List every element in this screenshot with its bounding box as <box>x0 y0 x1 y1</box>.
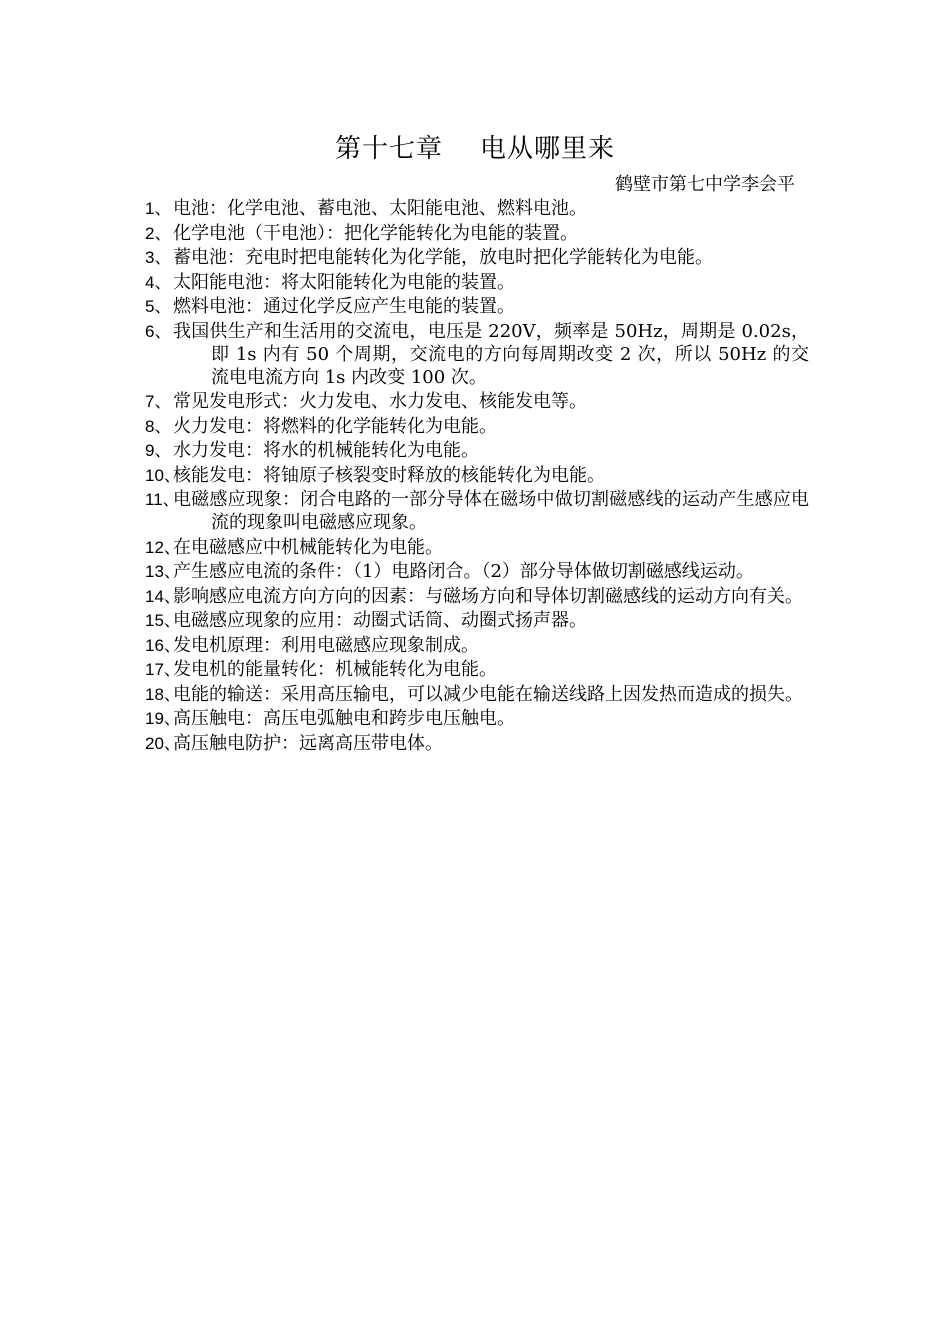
item-number: 20、 <box>145 733 181 753</box>
item-number: 7、 <box>145 392 172 411</box>
item-number: 11、 <box>145 490 180 509</box>
item-number: 3、 <box>145 248 172 267</box>
item-text: 我国供生产和生活用的交流电，电压是 220V，频率是 50Hz，周期是 0.02s，即 1s 内有 50 个周期，交流电的方向每周期改变 2 次，所以 50Hz 的交流电电流方向 1s 内改变 100 次。 <box>173 320 809 388</box>
item-text: 发电机原理：利用电磁感应现象制成。 <box>173 634 479 656</box>
list-item <box>145 732 809 755</box>
item-text: 产生感应电流的条件：（1）电路闭合。（2）部分导体做切割磁感线运动。 <box>173 561 754 582</box>
item-number: 2、 <box>145 223 172 243</box>
list-item <box>145 197 809 220</box>
item-number: 9、 <box>145 441 172 460</box>
item-number: 16、 <box>145 635 181 655</box>
page-title: 第十七章 电从哪里来 <box>334 134 616 164</box>
list-item <box>145 658 809 681</box>
list-item <box>145 271 809 294</box>
list-item <box>145 683 809 706</box>
item-number: 10、 <box>145 465 181 485</box>
list-item <box>145 634 809 657</box>
list-item <box>145 415 809 438</box>
item-text: 化学电池（干电池）：把化学能转化为电能的装置。 <box>173 222 578 244</box>
item-number: 4、 <box>145 272 172 292</box>
item-text: 电能的输送：采用高压输电，可以减少电能在输送线路上因发热而造成的损失。 <box>173 683 803 705</box>
author-line: 鹤壁市第七中学李会平 <box>615 174 795 195</box>
item-text: 太阳能电池：将太阳能转化为电能的装置。 <box>173 271 515 293</box>
item-number: 5、 <box>145 297 172 316</box>
list-item <box>145 439 809 462</box>
item-number: 19、 <box>145 709 181 728</box>
list-item <box>145 488 809 534</box>
list-item <box>145 560 809 583</box>
item-number: 13、 <box>145 562 181 581</box>
list-item <box>145 390 809 413</box>
item-text: 蓄电池：充电时把电能转化为化学能，放电时把化学能转化为电能。 <box>173 247 713 268</box>
numbered-list <box>145 197 809 756</box>
item-text: 水力发电：将水的机械能转化为电能。 <box>173 440 479 461</box>
item-number: 8、 <box>145 416 172 436</box>
item-text: 在电磁感应中机械能转化为电能。 <box>173 536 443 558</box>
item-text: 燃料电池：通过化学反应产生电能的装置。 <box>173 296 515 317</box>
item-text: 核能发电：将铀原子核裂变时释放的核能转化为电能。 <box>173 464 605 486</box>
item-text: 发电机的能量转化：机械能转化为电能。 <box>173 659 497 680</box>
list-item <box>145 609 809 632</box>
item-number: 6、 <box>145 321 172 341</box>
item-number: 12、 <box>145 537 181 557</box>
item-text: 电磁感应现象：闭合电路的一部分导体在磁场中做切割磁感线的运动产生感应电流的现象叫电磁感应现象。 <box>173 489 809 533</box>
list-item <box>145 222 809 245</box>
item-text: 高压触电防护：远离高压带电体。 <box>173 732 443 754</box>
list-item <box>145 707 809 730</box>
item-number: 15、 <box>145 611 181 630</box>
list-item <box>145 320 809 389</box>
item-text: 火力发电：将燃料的化学能转化为电能。 <box>173 415 497 437</box>
item-text: 常见发电形式：火力发电、水力发电、核能发电等。 <box>173 391 587 412</box>
item-text: 电池：化学电池、蓄电池、太阳能电池、燃料电池。 <box>173 198 587 219</box>
item-number: 18、 <box>145 684 181 704</box>
item-text: 高压触电：高压电弧触电和跨步电压触电。 <box>173 708 515 729</box>
list-item <box>145 295 809 318</box>
list-item <box>145 464 809 487</box>
item-number: 17、 <box>145 660 181 679</box>
item-number: 14、 <box>145 586 181 606</box>
item-number: 1、 <box>145 199 172 218</box>
list-item <box>145 536 809 559</box>
item-text: 电磁感应现象的应用：动圈式话筒、动圈式扬声器。 <box>173 610 587 631</box>
item-text: 影响感应电流方向方向的因素：与磁场方向和导体切割磁感线的运动方向有关。 <box>173 585 803 607</box>
list-item <box>145 246 809 269</box>
list-item <box>145 585 809 608</box>
